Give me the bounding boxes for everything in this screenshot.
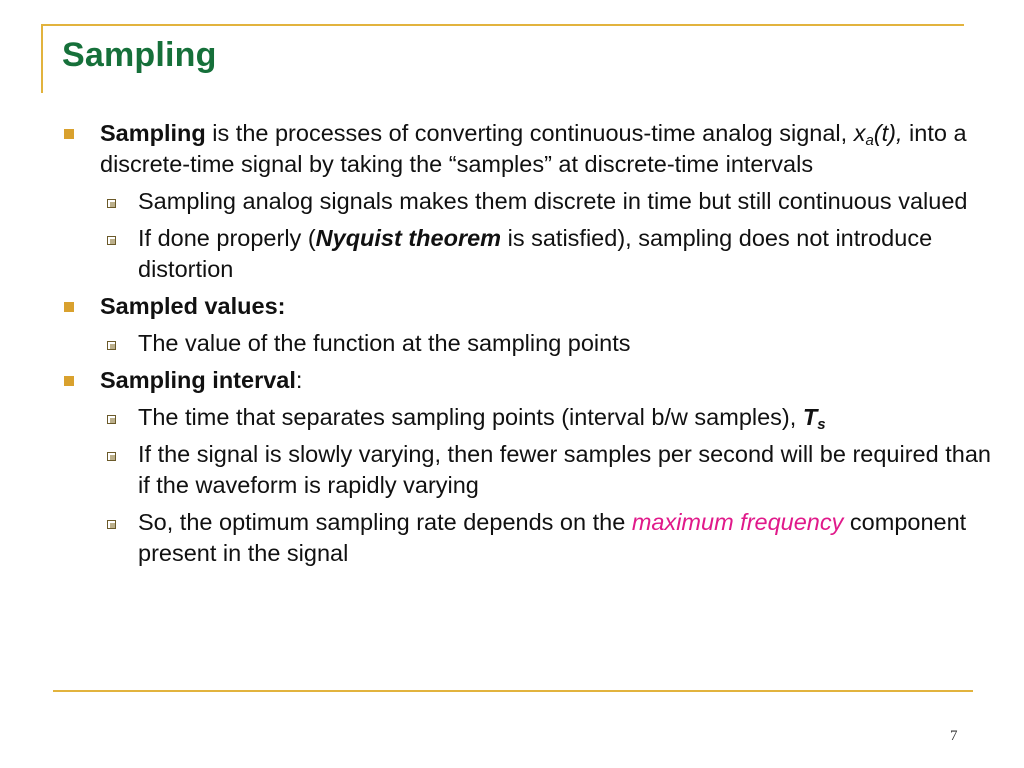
colon: :	[295, 367, 303, 393]
bullet-sampling	[62, 118, 992, 180]
sub-bullet-ts	[62, 402, 992, 433]
term-sampling: Sampling	[100, 120, 206, 146]
sub-bullet-nyquist	[62, 223, 992, 285]
symbol-subscript-s: s	[817, 416, 826, 433]
signal-variable	[853, 120, 903, 149]
sub-bullet-text: Sampling analog signals makes them discrete in time but still continuous valued	[138, 188, 968, 214]
var-x: x	[853, 120, 866, 146]
hollow-square-bullet-icon	[107, 199, 116, 208]
highlight-max-frequency: maximum frequency	[631, 509, 844, 535]
symbol-T: T	[802, 404, 818, 430]
sub-bullet-text: The value of the function at the sampling points	[138, 330, 631, 356]
sub-bullet-discrete	[62, 186, 992, 217]
sub-bullet-text: If the signal is slowly varying, then fewer samples per second will be required than if the waveform is rapidly varying	[138, 441, 991, 498]
bullet-sampled-values	[62, 291, 992, 322]
hollow-square-bullet-icon	[107, 520, 116, 529]
square-bullet-icon	[64, 302, 74, 312]
sub-bullet-slow-varying	[62, 439, 992, 501]
sub-bullet-text: component present in the signal	[138, 509, 967, 566]
slide-body	[62, 116, 992, 569]
term-sampling-interval: Sampling interval	[100, 367, 296, 393]
sub-bullet-text: is satisfied), sampling does not introduce distortion	[138, 225, 933, 282]
hollow-square-bullet-icon	[107, 341, 116, 350]
sub-bullet-text: The time that separates sampling points (interval b/w samples),	[138, 404, 803, 430]
slide-title: Sampling	[62, 36, 217, 74]
hollow-square-bullet-icon	[107, 415, 116, 424]
bottom-rule	[53, 690, 973, 692]
var-subscript: a	[865, 132, 874, 149]
bullet-sampling-interval	[62, 365, 992, 396]
var-t: (t),	[873, 120, 903, 146]
hollow-square-bullet-icon	[107, 452, 116, 461]
sub-bullet-function-value	[62, 328, 992, 359]
bullet-text: into a discrete-time signal by taking the “samples” at discrete-time intervals	[100, 120, 967, 177]
bullet-text: is the processes of converting continuous-time analog signal,	[205, 120, 854, 146]
hollow-square-bullet-icon	[107, 236, 116, 245]
slide-number: 7	[950, 728, 958, 744]
square-bullet-icon	[64, 129, 74, 139]
sub-bullet-text: So, the optimum sampling rate depends on the	[138, 509, 632, 535]
left-rule	[41, 24, 43, 93]
sub-bullet-text: If done properly (	[138, 225, 316, 251]
square-bullet-icon	[64, 376, 74, 386]
sub-bullet-optimum-rate	[62, 507, 992, 569]
term-sampled-values: Sampled values:	[100, 293, 286, 319]
top-rule	[43, 24, 964, 26]
term-nyquist: Nyquist theorem	[315, 225, 502, 251]
